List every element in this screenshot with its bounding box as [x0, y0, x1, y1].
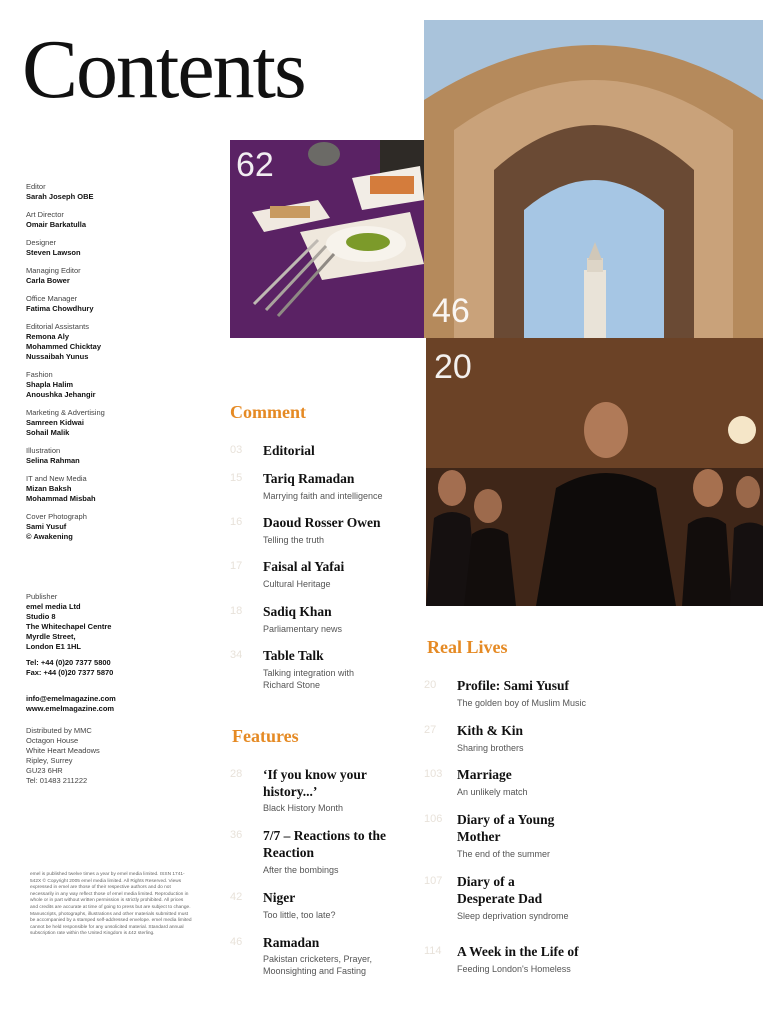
credit-role: Editor — [26, 182, 46, 191]
toc-page-number: 34 — [230, 649, 243, 661]
credit-managing-editor — [26, 266, 216, 286]
credit-role: Editorial Assistants — [26, 322, 89, 331]
credit-role: Fashion — [26, 370, 53, 379]
toc-title: Tariq Ramadan — [263, 471, 355, 486]
credit-name: Carla Bower — [26, 276, 70, 285]
page-number-46: 46 — [432, 292, 470, 330]
mosque-arch-photo — [424, 20, 763, 338]
page-number-62: 62 — [236, 146, 274, 184]
credit-name: Shapla Halim — [26, 380, 74, 389]
toc-title: Editorial — [263, 443, 315, 458]
credit-name: Sami Yusuf — [26, 522, 67, 531]
toc-page-number: 16 — [230, 516, 243, 528]
credit-name: Nussaibah Yunus — [26, 352, 89, 361]
toc-title: Faisal al Yafai — [263, 559, 345, 574]
credit-editorial-assistants — [26, 322, 216, 362]
credit-art-director — [26, 210, 216, 230]
section-heading-features: Features — [232, 726, 299, 746]
credit-name: © Awakening — [26, 532, 73, 541]
section-heading-real-lives: Real Lives — [427, 637, 508, 657]
credit-role: IT and New Media — [26, 474, 87, 483]
credit-editor — [26, 182, 216, 202]
distribution-line: Distributed by MMC — [26, 726, 92, 735]
toc-title: Table Talk — [263, 648, 324, 663]
credit-fashion — [26, 370, 216, 400]
group-portrait-photo — [426, 338, 763, 606]
toc-title: Kith & Kin — [457, 723, 524, 738]
toc-subtitle: An unlikely match — [457, 787, 528, 797]
credit-name: Anoushka Jehangir — [26, 390, 96, 399]
credit-role: Managing Editor — [26, 266, 81, 275]
toc-title: 7/7 – Reactions to the Reaction — [263, 828, 386, 860]
toc-subtitle: Black History Month — [263, 803, 344, 813]
toc-subtitle: The golden boy of Muslim Music — [457, 698, 587, 708]
email-link[interactable]: info@emelmagazine.com — [26, 694, 116, 703]
page-number-20: 20 — [434, 348, 472, 386]
toc-page-number: 03 — [230, 444, 243, 456]
credit-office-manager — [26, 294, 216, 314]
toc-subtitle: Marrying faith and intelligence — [263, 491, 383, 501]
group-illustration — [426, 338, 763, 606]
toc-subtitle: Pakistan cricketers, Prayer, Moonsighting and Fasting — [263, 954, 373, 976]
credits-column — [26, 182, 216, 550]
credit-illustration — [26, 446, 216, 466]
toc-subtitle: Sharing brothers — [457, 743, 524, 753]
toc-page-number: 46 — [230, 936, 243, 948]
toc-title: ‘If you know your history...’ — [263, 767, 367, 799]
toc-subtitle: Telling the truth — [263, 535, 325, 545]
publisher-line: Studio 8 — [26, 612, 56, 621]
credit-name: Mohammad Misbah — [26, 494, 96, 503]
publisher-block — [26, 592, 216, 678]
toc-title: Diary of a Young Mother — [457, 812, 555, 844]
toc-page-number: 17 — [230, 560, 243, 572]
distribution-line: Ripley, Surrey — [26, 756, 73, 765]
toc-title: Daoud Rosser Owen — [263, 515, 381, 530]
toc-subtitle: After the bombings — [263, 865, 339, 875]
page-title: Contents — [22, 23, 305, 116]
credit-it-new-media — [26, 474, 216, 504]
credit-role: Office Manager — [26, 294, 78, 303]
toc-page-number: 27 — [424, 724, 437, 736]
section-heading-comment: Comment — [230, 402, 306, 422]
toc-subtitle: Too little, too late? — [263, 910, 336, 920]
credit-name: Sarah Joseph OBE — [26, 192, 94, 201]
toc-title: Sadiq Khan — [263, 604, 332, 619]
credit-cover-photograph — [26, 512, 216, 542]
credit-name: Selina Rahman — [26, 456, 80, 465]
toc-page-number: 20 — [424, 679, 437, 691]
credit-name: Mizan Baksh — [26, 484, 72, 493]
credit-marketing — [26, 408, 216, 438]
toc-subtitle: Cultural Heritage — [263, 579, 331, 589]
website-link[interactable]: www.emelmagazine.com — [26, 704, 115, 713]
toc-subtitle: The end of the summer — [457, 849, 551, 859]
toc-subtitle: Sleep deprivation syndrome — [457, 911, 569, 921]
credit-role: Art Director — [26, 210, 64, 219]
distribution-line: Octagon House — [26, 736, 79, 745]
credit-name: Fatima Chowdhury — [26, 304, 94, 313]
toc-title: A Week in the Life of — [457, 944, 579, 959]
credit-role: Marketing & Advertising — [26, 408, 105, 417]
toc-page-number: 106 — [424, 813, 443, 825]
distribution-line: GU23 6HR — [26, 766, 63, 775]
toc-subtitle: Parliamentary news — [263, 624, 343, 634]
legal-notice: emel is published twelve times a year by emel media limited. ISSN 1741-542X © Copyright 2005 emel media limited. All Rights Reserved. Views expressed in emel are those of their respective authors and do not necessarily in any way reflect those of emel media limited. Reproduction in whole or in part without written permission is strictly prohibited. All prices and credits are accurate at time of going to press but are subject to change. Manuscripts, photographs, illustrations and other materials submitted must be accompanied by a stamped self-addressed envelope. emel media limited cannot be held responsible for any unsolicited material. Standard annual subscription rate within the United Kingdom is £42 sterling. — [30, 872, 192, 937]
toc-page-number: 107 — [424, 875, 443, 887]
food-photo — [230, 140, 424, 338]
toc-page-number: 103 — [424, 768, 443, 780]
contact-block — [26, 694, 116, 714]
publisher-tel: Tel: +44 (0)20 7377 5800 — [26, 658, 111, 667]
credit-name: Steven Lawson — [26, 248, 81, 257]
publisher-line: Myrdle Street, — [26, 632, 76, 641]
toc-page-number: 42 — [230, 891, 243, 903]
credit-name: Omair Barkatulla — [26, 220, 87, 229]
toc-title: Ramadan — [263, 935, 320, 950]
toc-title: Profile: Sami Yusuf — [457, 678, 570, 693]
toc-page-number: 18 — [230, 605, 243, 617]
credit-role: Designer — [26, 238, 57, 247]
distribution-line: Tel: 01483 211222 — [26, 776, 88, 785]
distribution-block — [26, 726, 100, 786]
credit-designer — [26, 238, 216, 258]
credit-role: Illustration — [26, 446, 61, 455]
credit-name: Samreen Kidwai — [26, 418, 84, 427]
publisher-line: London E1 1HL — [26, 642, 81, 651]
toc-title: Marriage — [457, 767, 512, 782]
toc-page-number: 36 — [230, 829, 243, 841]
credit-role: Cover Photograph — [26, 512, 87, 521]
toc-subtitle: Feeding London's Homeless — [457, 964, 571, 974]
toc-subtitle: Talking integration with Richard Stone — [263, 668, 355, 690]
arch-illustration — [424, 20, 763, 338]
distribution-line: White Heart Meadows — [26, 746, 100, 755]
publisher-line: The Whitechapel Centre — [26, 622, 112, 631]
toc-title: Diary of a Desperate Dad — [457, 874, 543, 906]
publisher-role: Publisher — [26, 592, 58, 601]
toc-title: Niger — [263, 890, 296, 905]
credit-name: Mohammed Chicktay — [26, 342, 102, 351]
toc-page-number: 114 — [424, 945, 442, 957]
credit-name: Sohail Malik — [26, 428, 70, 437]
credit-name: Remona Aly — [26, 332, 70, 341]
toc-page-number: 28 — [230, 768, 243, 780]
publisher-fax: Fax: +44 (0)20 7377 5870 — [26, 668, 114, 677]
publisher-line: emel media Ltd — [26, 602, 81, 611]
toc-page-number: 15 — [230, 472, 243, 484]
